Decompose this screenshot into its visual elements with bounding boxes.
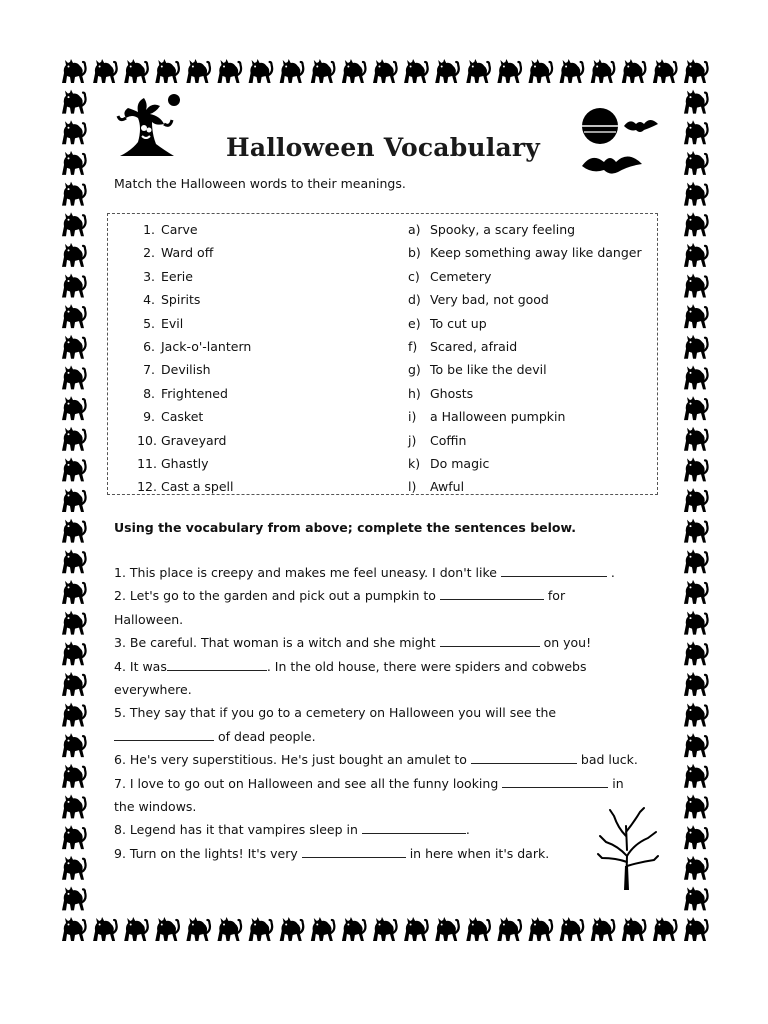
black-cat-icon: [404, 917, 428, 941]
border-bottom-row: [62, 917, 708, 941]
list-item: 2. Ward off: [143, 245, 214, 261]
word-list: [133, 218, 251, 499]
black-cat-icon: [684, 90, 708, 114]
black-cat-icon: [186, 59, 210, 83]
black-cat-icon: [155, 59, 179, 83]
black-cat-icon: [62, 457, 86, 481]
black-cat-icon: [62, 427, 86, 451]
black-cat-icon: [497, 917, 521, 941]
list-item: 5. Evil: [143, 315, 184, 331]
answer-blank-3[interactable]: [440, 634, 540, 647]
list-item: l) Awful: [408, 479, 465, 495]
black-cat-icon: [684, 304, 708, 328]
black-cat-icon: [62, 59, 86, 83]
black-cat-icon: [62, 365, 86, 389]
black-cat-icon: [684, 733, 708, 757]
black-cat-icon: [684, 580, 708, 604]
black-cat-icon: [62, 733, 86, 757]
black-cat-icon: [186, 917, 210, 941]
black-cat-icon: [62, 212, 86, 236]
black-cat-icon: [62, 703, 86, 727]
list-item: 4. Spirits: [143, 292, 201, 308]
answer-blank-8[interactable]: [362, 821, 466, 834]
black-cat-icon: [62, 641, 86, 665]
sentence-2: 2. Let's go to the garden and pick out a pumpkin to for Halloween.: [114, 588, 566, 627]
black-cat-icon: [62, 90, 86, 114]
black-cat-icon: [560, 917, 584, 941]
list-item: 7. Devilish: [143, 362, 211, 378]
black-cat-icon: [373, 59, 397, 83]
border-right-column: [684, 90, 708, 911]
answer-blank-1[interactable]: [501, 564, 607, 577]
black-cat-icon: [93, 59, 117, 83]
black-cat-icon: [62, 274, 86, 298]
black-cat-icon: [591, 59, 615, 83]
list-item: h) Ghosts: [408, 385, 474, 401]
sentences-heading: Using the vocabulary from above; complete the sentences below.: [114, 520, 576, 535]
list-item: 12. Cast a spell: [137, 479, 234, 495]
answer-blank-6[interactable]: [471, 751, 577, 764]
black-cat-icon: [311, 59, 335, 83]
black-cat-icon: [62, 611, 86, 635]
black-cat-icon: [62, 335, 86, 359]
border-left-column: [62, 90, 86, 911]
sentence-1: 1. This place is creepy and makes me feel uneasy. I don't like .: [114, 565, 615, 580]
black-cat-icon: [62, 794, 86, 818]
black-cat-icon: [62, 182, 86, 206]
black-cat-icon: [218, 917, 242, 941]
black-cat-icon: [622, 917, 646, 941]
black-cat-icon: [684, 611, 708, 635]
list-item: e) To cut up: [408, 315, 487, 331]
black-cat-icon: [124, 917, 148, 941]
black-cat-icon: [280, 59, 304, 83]
black-cat-icon: [311, 917, 335, 941]
black-cat-icon: [466, 917, 490, 941]
black-cat-icon: [684, 396, 708, 420]
sentence-3: 3. Be careful. That woman is a witch and she might on you!: [114, 635, 592, 651]
black-cat-icon: [684, 182, 708, 206]
black-cat-icon: [62, 519, 86, 543]
black-cat-icon: [591, 917, 615, 941]
black-cat-icon: [435, 59, 459, 83]
black-cat-icon: [62, 120, 86, 144]
black-cat-icon: [684, 825, 708, 849]
list-item: 3. Eerie: [143, 268, 193, 284]
black-cat-icon: [466, 59, 490, 83]
black-cat-icon: [62, 304, 86, 328]
black-cat-icon: [435, 917, 459, 941]
list-item: 6. Jack-o'-lantern: [143, 338, 252, 354]
black-cat-icon: [218, 59, 242, 83]
black-cat-icon: [249, 59, 273, 83]
black-cat-icon: [684, 703, 708, 727]
page-title: Halloween Vocabulary: [226, 132, 540, 162]
black-cat-icon: [62, 825, 86, 849]
list-item: g) To be like the devil: [408, 362, 547, 378]
black-cat-icon: [684, 457, 708, 481]
black-cat-icon: [560, 59, 584, 83]
meaning-list: [408, 218, 642, 499]
black-cat-icon: [684, 794, 708, 818]
black-cat-icon: [342, 917, 366, 941]
black-cat-icon: [62, 549, 86, 573]
black-cat-icon: [62, 151, 86, 175]
list-item: b) Keep something away like danger: [408, 245, 642, 261]
black-cat-icon: [684, 672, 708, 696]
black-cat-icon: [373, 917, 397, 941]
black-cat-icon: [62, 243, 86, 267]
black-cat-icon: [62, 764, 86, 788]
black-cat-icon: [62, 886, 86, 910]
list-item: f) Scared, afraid: [408, 338, 518, 354]
black-cat-icon: [342, 59, 366, 83]
matching-box: [107, 213, 658, 495]
black-cat-icon: [684, 365, 708, 389]
black-cat-icon: [684, 917, 708, 941]
answer-blank-9[interactable]: [302, 845, 406, 858]
black-cat-icon: [653, 917, 677, 941]
black-cat-icon: [684, 488, 708, 512]
match-instruction: Match the Halloween words to their meanings.: [114, 176, 406, 191]
sentence-6: 6. He's very superstitious. He's just bought an amulet to bad luck.: [114, 752, 638, 768]
border-top-row: [62, 59, 708, 83]
black-cat-icon: [684, 764, 708, 788]
black-cat-icon: [529, 59, 553, 83]
list-item: a) Spooky, a scary feeling: [408, 222, 576, 237]
black-cat-icon: [249, 917, 273, 941]
black-cat-icon: [155, 917, 179, 941]
sentence-5: 5. They say that if you go to a cemetery on Halloween you will see the of dead people.: [114, 705, 557, 744]
black-cat-icon: [62, 672, 86, 696]
answer-blank-4[interactable]: [167, 658, 267, 671]
sentence-7: 7. I love to go out on Halloween and see all the funny looking in the windows.: [114, 775, 624, 815]
sentence-9: 9. Turn on the lights! It's very in here when it's dark.: [114, 845, 550, 861]
black-cat-icon: [404, 59, 428, 83]
answer-blank-7[interactable]: [502, 775, 608, 788]
black-cat-icon: [622, 59, 646, 83]
black-cat-icon: [684, 120, 708, 144]
black-cat-icon: [684, 641, 708, 665]
black-cat-icon: [684, 886, 708, 910]
list-item: 11. Ghastly: [137, 455, 209, 471]
list-item: 1. Carve: [143, 222, 198, 237]
list-item: 9. Casket: [143, 409, 204, 425]
haunted-tree-icon: [114, 92, 186, 160]
black-cat-icon: [684, 335, 708, 359]
moon-and-bats-icon: [580, 104, 660, 180]
black-cat-icon: [62, 917, 86, 941]
answer-blank-2[interactable]: [440, 587, 544, 600]
list-item: j) Coffin: [408, 432, 467, 448]
sentence-4: 4. It was . In the old house, there were spiders and cobwebs everywhere.: [114, 658, 587, 698]
bare-tree-icon: [596, 806, 660, 890]
black-cat-icon: [653, 59, 677, 83]
list-item: i) a Halloween pumpkin: [408, 409, 566, 425]
list-item: c) Cemetery: [408, 268, 492, 284]
black-cat-icon: [684, 274, 708, 298]
black-cat-icon: [684, 212, 708, 236]
black-cat-icon: [529, 917, 553, 941]
black-cat-icon: [124, 59, 148, 83]
black-cat-icon: [684, 549, 708, 573]
black-cat-icon: [684, 519, 708, 543]
black-cat-icon: [62, 580, 86, 604]
black-cat-icon: [684, 151, 708, 175]
sentence-list: [114, 561, 659, 865]
list-item: 8. Frightened: [143, 385, 228, 401]
black-cat-icon: [280, 917, 304, 941]
list-item: d) Very bad, not good: [408, 292, 549, 308]
black-cat-icon: [684, 243, 708, 267]
list-item: 10. Graveyard: [137, 432, 227, 448]
black-cat-icon: [93, 917, 117, 941]
black-cat-icon: [62, 396, 86, 420]
sentence-8: 8. Legend has it that vampires sleep in .: [114, 822, 470, 838]
black-cat-icon: [62, 856, 86, 880]
black-cat-icon: [684, 856, 708, 880]
black-cat-icon: [497, 59, 521, 83]
answer-blank-5[interactable]: [114, 728, 214, 741]
black-cat-icon: [684, 427, 708, 451]
list-item: k) Do magic: [408, 455, 490, 471]
black-cat-icon: [684, 59, 708, 83]
black-cat-icon: [62, 488, 86, 512]
